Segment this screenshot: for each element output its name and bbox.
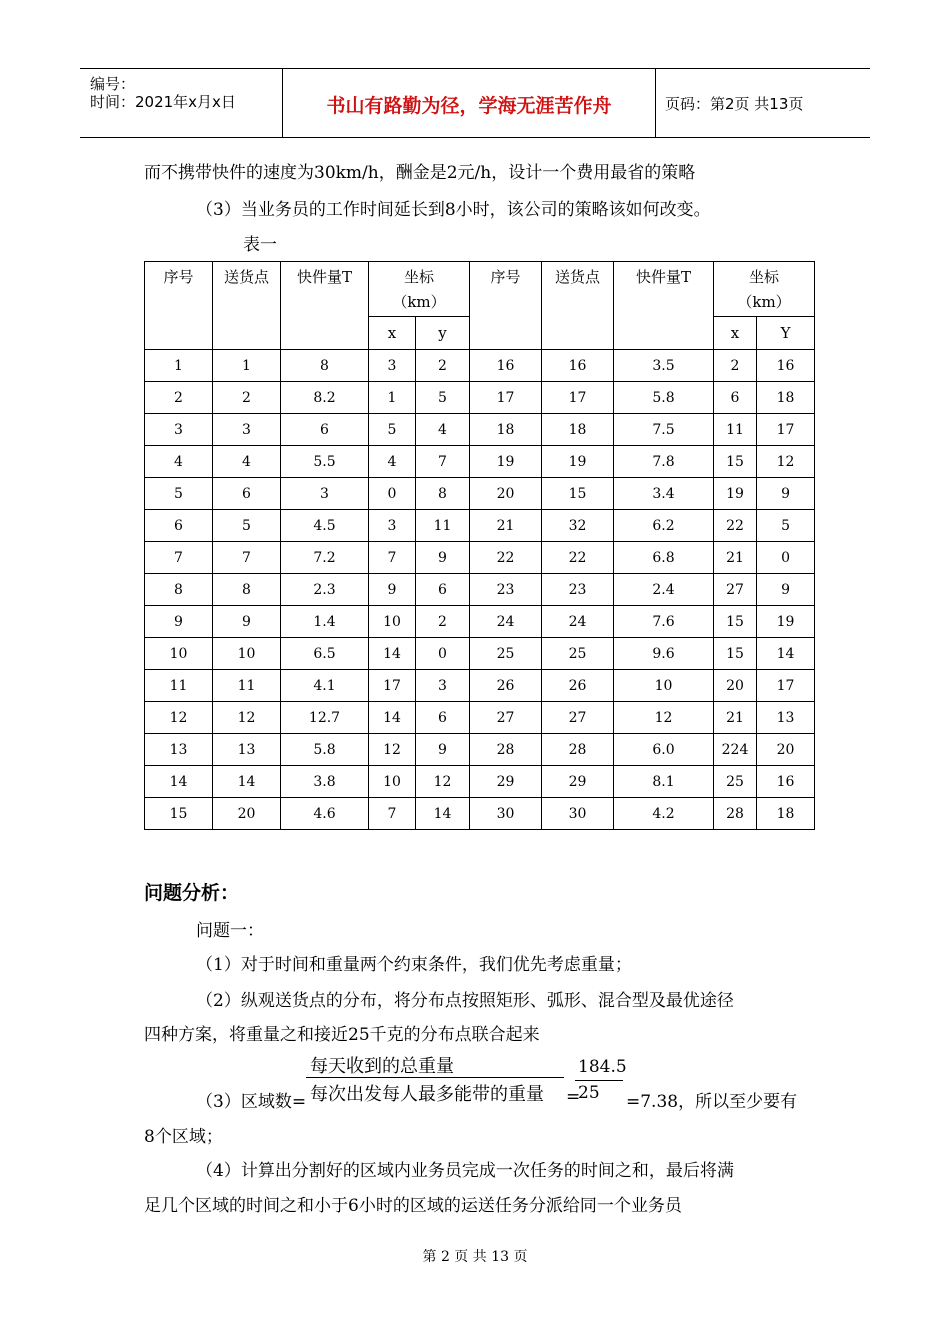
table-cell: 18 bbox=[757, 798, 815, 830]
header-coord-label-2: 坐标 bbox=[749, 268, 780, 286]
table-cell: 7.8 bbox=[614, 446, 714, 478]
table-cell: 18 bbox=[542, 414, 614, 446]
table-cell: 6 bbox=[714, 382, 757, 414]
table-caption: 表一 bbox=[243, 235, 277, 255]
table-cell: 2 bbox=[213, 382, 281, 414]
table-cell: 9 bbox=[757, 478, 815, 510]
table-cell: 1 bbox=[369, 382, 416, 414]
analysis-p1: （1）对于时间和重量两个约束条件，我们优先考虑重量； bbox=[196, 955, 632, 975]
table-cell: 14 bbox=[145, 766, 213, 798]
table-cell: 14 bbox=[213, 766, 281, 798]
table-cell: 15 bbox=[542, 478, 614, 510]
table-cell: 20 bbox=[714, 670, 757, 702]
table-cell: 6 bbox=[416, 702, 470, 734]
table-cell: 4 bbox=[145, 446, 213, 478]
table-cell: 14 bbox=[369, 638, 416, 670]
header-point: 送货点 bbox=[213, 262, 281, 350]
table-cell: 1.4 bbox=[281, 606, 369, 638]
table-cell: 13 bbox=[757, 702, 815, 734]
table-cell: 28 bbox=[714, 798, 757, 830]
number-label: 编号： bbox=[90, 75, 136, 93]
table-cell: 23 bbox=[542, 574, 614, 606]
table-cell: 2 bbox=[145, 382, 213, 414]
table-cell: 15 bbox=[145, 798, 213, 830]
table-cell: 23 bbox=[470, 574, 542, 606]
table-cell: 14 bbox=[757, 638, 815, 670]
fraction-denominator: 每次出发每人最多能带的重量 bbox=[310, 1084, 544, 1105]
question-one: 问题一： bbox=[196, 921, 264, 941]
table-cell: 24 bbox=[542, 606, 614, 638]
header-coord bbox=[369, 262, 470, 317]
table-cell: 4 bbox=[416, 414, 470, 446]
table-cell: 12 bbox=[145, 702, 213, 734]
table-cell: 17 bbox=[757, 670, 815, 702]
table-cell: 21 bbox=[714, 542, 757, 574]
table-cell: 9 bbox=[145, 606, 213, 638]
table-cell: 4.5 bbox=[281, 510, 369, 542]
analysis-p3-eq: = bbox=[566, 1087, 581, 1107]
table-cell: 12 bbox=[213, 702, 281, 734]
table-header-row bbox=[145, 262, 815, 317]
table-cell: 5 bbox=[369, 414, 416, 446]
header-qty: 快件量T bbox=[281, 262, 369, 350]
table-cell: 4 bbox=[369, 446, 416, 478]
table-cell: 9 bbox=[757, 574, 815, 606]
table-row bbox=[145, 446, 815, 478]
table-cell: 5.8 bbox=[614, 382, 714, 414]
analysis-p2-a: （2）纵观送货点的分布，将分布点按照矩形、弧形、混合型及最优途径 bbox=[196, 991, 734, 1011]
table-cell: 8 bbox=[145, 574, 213, 606]
header-qty-2: 快件量T bbox=[614, 262, 714, 350]
header-left-cell bbox=[80, 69, 282, 137]
table-cell: 17 bbox=[470, 382, 542, 414]
table-cell: 16 bbox=[470, 350, 542, 382]
table-cell: 6 bbox=[281, 414, 369, 446]
table-cell: 5 bbox=[416, 382, 470, 414]
table-cell: 8.1 bbox=[614, 766, 714, 798]
table-cell: 28 bbox=[470, 734, 542, 766]
table-row bbox=[145, 478, 815, 510]
table-row bbox=[145, 606, 815, 638]
table-cell: 1 bbox=[145, 350, 213, 382]
table-cell: 6.8 bbox=[614, 542, 714, 574]
table-cell: 20 bbox=[757, 734, 815, 766]
table-row bbox=[145, 638, 815, 670]
table-cell: 6.5 bbox=[281, 638, 369, 670]
table-cell: 7 bbox=[213, 542, 281, 574]
table-cell: 30 bbox=[542, 798, 614, 830]
table-cell: 1 bbox=[213, 350, 281, 382]
header-y-2: Y bbox=[757, 317, 815, 350]
table-cell: 3 bbox=[213, 414, 281, 446]
table-cell: 26 bbox=[470, 670, 542, 702]
page-footer: 第 2 页 共 13 页 bbox=[422, 1249, 528, 1265]
table-cell: 5 bbox=[757, 510, 815, 542]
table-cell: 8.2 bbox=[281, 382, 369, 414]
table-row bbox=[145, 510, 815, 542]
table-cell: 16 bbox=[757, 350, 815, 382]
table-cell: 6.2 bbox=[614, 510, 714, 542]
table-cell: 5 bbox=[213, 510, 281, 542]
analysis-p3-prefix: （3）区域数= bbox=[196, 1092, 307, 1112]
table-cell: 3.5 bbox=[614, 350, 714, 382]
table-cell: 5.8 bbox=[281, 734, 369, 766]
table-cell: 8 bbox=[213, 574, 281, 606]
table-cell: 3 bbox=[281, 478, 369, 510]
table-cell: 19 bbox=[714, 478, 757, 510]
table-cell: 22 bbox=[470, 542, 542, 574]
analysis-p2-b: 四种方案，将重量之和接近25千克的分布点联合起来 bbox=[144, 1025, 540, 1045]
table-cell: 0 bbox=[416, 638, 470, 670]
table-cell: 4.6 bbox=[281, 798, 369, 830]
table-cell: 9 bbox=[416, 734, 470, 766]
table-cell: 9 bbox=[416, 542, 470, 574]
table-cell: 11 bbox=[213, 670, 281, 702]
table-cell: 17 bbox=[757, 414, 815, 446]
table-cell: 17 bbox=[542, 382, 614, 414]
table-cell: 10 bbox=[369, 766, 416, 798]
header-page-cell bbox=[655, 69, 870, 137]
table-cell: 22 bbox=[714, 510, 757, 542]
delivery-table bbox=[144, 261, 815, 830]
header-coord-2 bbox=[714, 262, 815, 317]
table-cell: 7 bbox=[416, 446, 470, 478]
table-cell: 5.5 bbox=[281, 446, 369, 478]
table-cell: 3 bbox=[369, 510, 416, 542]
table-cell: 27 bbox=[542, 702, 614, 734]
table-cell: 7 bbox=[145, 542, 213, 574]
table-cell: 12 bbox=[614, 702, 714, 734]
table-cell: 29 bbox=[470, 766, 542, 798]
header-y: y bbox=[416, 317, 470, 350]
table-cell: 10 bbox=[213, 638, 281, 670]
table-cell: 32 bbox=[542, 510, 614, 542]
table-cell: 28 bbox=[542, 734, 614, 766]
table-cell: 15 bbox=[714, 606, 757, 638]
table-cell: 19 bbox=[542, 446, 614, 478]
table-cell: 0 bbox=[369, 478, 416, 510]
header-seq-2: 序号 bbox=[470, 262, 542, 350]
table-cell: 27 bbox=[714, 574, 757, 606]
table-cell: 8 bbox=[281, 350, 369, 382]
table-cell: 13 bbox=[213, 734, 281, 766]
table-cell: 25 bbox=[470, 638, 542, 670]
fraction-numerator: 每天收到的总重量 bbox=[310, 1056, 454, 1077]
table-cell: 0 bbox=[757, 542, 815, 574]
table-cell: 14 bbox=[416, 798, 470, 830]
table-cell: 26 bbox=[542, 670, 614, 702]
table-cell: 2.4 bbox=[614, 574, 714, 606]
table-cell: 2.3 bbox=[281, 574, 369, 606]
header-motto-cell bbox=[282, 69, 656, 137]
table-cell: 19 bbox=[757, 606, 815, 638]
time-label: 时间：2021年x月x日 bbox=[90, 93, 236, 111]
table-cell: 25 bbox=[542, 638, 614, 670]
table-cell: 3.4 bbox=[614, 478, 714, 510]
page-label: 页码：第2页 共13页 bbox=[665, 95, 804, 113]
fraction-bar bbox=[306, 1077, 564, 1078]
table-cell: 18 bbox=[757, 382, 815, 414]
analysis-p3-b: 8个区域； bbox=[144, 1127, 223, 1147]
table-row bbox=[145, 414, 815, 446]
table-cell: 3 bbox=[369, 350, 416, 382]
table-cell: 12.7 bbox=[281, 702, 369, 734]
motto: 书山有路勤为径，学海无涯苦作舟 bbox=[326, 95, 612, 117]
table-cell: 16 bbox=[542, 350, 614, 382]
intro-line-1: 而不携带快件的速度为30km/h，酬金是2元/h，设计一个费用最省的策略 bbox=[144, 163, 696, 183]
page-header bbox=[80, 68, 870, 138]
table-cell: 12 bbox=[369, 734, 416, 766]
table-cell: 7.6 bbox=[614, 606, 714, 638]
table-cell: 3.8 bbox=[281, 766, 369, 798]
table-cell: 6 bbox=[416, 574, 470, 606]
table-cell: 7.2 bbox=[281, 542, 369, 574]
table-row bbox=[145, 766, 815, 798]
table-cell: 27 bbox=[470, 702, 542, 734]
table-cell: 17 bbox=[369, 670, 416, 702]
table-cell: 7 bbox=[369, 798, 416, 830]
analysis-title: 问题分析： bbox=[144, 882, 240, 904]
table-cell: 11 bbox=[145, 670, 213, 702]
table-cell: 2 bbox=[416, 350, 470, 382]
header-x-2: x bbox=[714, 317, 757, 350]
table-cell: 6 bbox=[145, 510, 213, 542]
table-cell: 25 bbox=[714, 766, 757, 798]
table-cell: 10 bbox=[145, 638, 213, 670]
table-cell: 9 bbox=[369, 574, 416, 606]
table-cell: 4 bbox=[213, 446, 281, 478]
table-row bbox=[145, 670, 815, 702]
table-cell: 20 bbox=[213, 798, 281, 830]
table-cell: 6 bbox=[213, 478, 281, 510]
table-cell: 7 bbox=[369, 542, 416, 574]
table-cell: 10 bbox=[369, 606, 416, 638]
table-cell: 13 bbox=[145, 734, 213, 766]
table-cell: 22 bbox=[542, 542, 614, 574]
table-cell: 2 bbox=[416, 606, 470, 638]
header-point-2: 送货点 bbox=[542, 262, 614, 350]
table-cell: 29 bbox=[542, 766, 614, 798]
fraction2-bar bbox=[575, 1080, 623, 1081]
table-cell: 24 bbox=[470, 606, 542, 638]
table-cell: 18 bbox=[470, 414, 542, 446]
table-row bbox=[145, 798, 815, 830]
table-body bbox=[145, 350, 815, 830]
table-cell: 10 bbox=[614, 670, 714, 702]
header-coord-label: 坐标 bbox=[404, 268, 435, 286]
table-row bbox=[145, 382, 815, 414]
analysis-p3-suffix: =7.38，所以至少要有 bbox=[626, 1092, 798, 1112]
table-cell: 7.5 bbox=[614, 414, 714, 446]
table-cell: 5 bbox=[145, 478, 213, 510]
table-cell: 30 bbox=[470, 798, 542, 830]
table-cell: 20 bbox=[470, 478, 542, 510]
fraction2-numerator: 184.5 bbox=[578, 1057, 627, 1077]
table-cell: 3 bbox=[416, 670, 470, 702]
header-coord-unit: （km） bbox=[392, 293, 446, 311]
table-cell: 14 bbox=[369, 702, 416, 734]
table-cell: 19 bbox=[470, 446, 542, 478]
header-x: x bbox=[369, 317, 416, 350]
table-cell: 11 bbox=[714, 414, 757, 446]
table-cell: 4.1 bbox=[281, 670, 369, 702]
table-cell: 9.6 bbox=[614, 638, 714, 670]
table-cell: 15 bbox=[714, 638, 757, 670]
table-cell: 12 bbox=[757, 446, 815, 478]
table-cell: 15 bbox=[714, 446, 757, 478]
header-seq: 序号 bbox=[145, 262, 213, 350]
analysis-p4-a: （4）计算出分割好的区域内业务员完成一次任务的时间之和，最后将满 bbox=[196, 1161, 734, 1181]
table-row bbox=[145, 574, 815, 606]
table-cell: 8 bbox=[416, 478, 470, 510]
table-cell: 21 bbox=[714, 702, 757, 734]
header-coord-unit-2: （km） bbox=[737, 293, 791, 311]
table-cell: 4.2 bbox=[614, 798, 714, 830]
analysis-p4-b: 足几个区域的时间之和小于6小时的区域的运送任务分派给同一个业务员 bbox=[144, 1196, 682, 1216]
table-row bbox=[145, 734, 815, 766]
table-row bbox=[145, 350, 815, 382]
table-cell: 11 bbox=[416, 510, 470, 542]
intro-line-2: （3）当业务员的工作时间延长到8小时，该公司的策略该如何改变。 bbox=[196, 200, 711, 220]
table-cell: 21 bbox=[470, 510, 542, 542]
fraction2-denominator: 25 bbox=[578, 1083, 600, 1103]
table-cell: 16 bbox=[757, 766, 815, 798]
table-cell: 2 bbox=[714, 350, 757, 382]
table-cell: 224 bbox=[714, 734, 757, 766]
table-cell: 12 bbox=[416, 766, 470, 798]
table-cell: 9 bbox=[213, 606, 281, 638]
table-cell: 6.0 bbox=[614, 734, 714, 766]
table-row bbox=[145, 702, 815, 734]
table-cell: 3 bbox=[145, 414, 213, 446]
table-row bbox=[145, 542, 815, 574]
